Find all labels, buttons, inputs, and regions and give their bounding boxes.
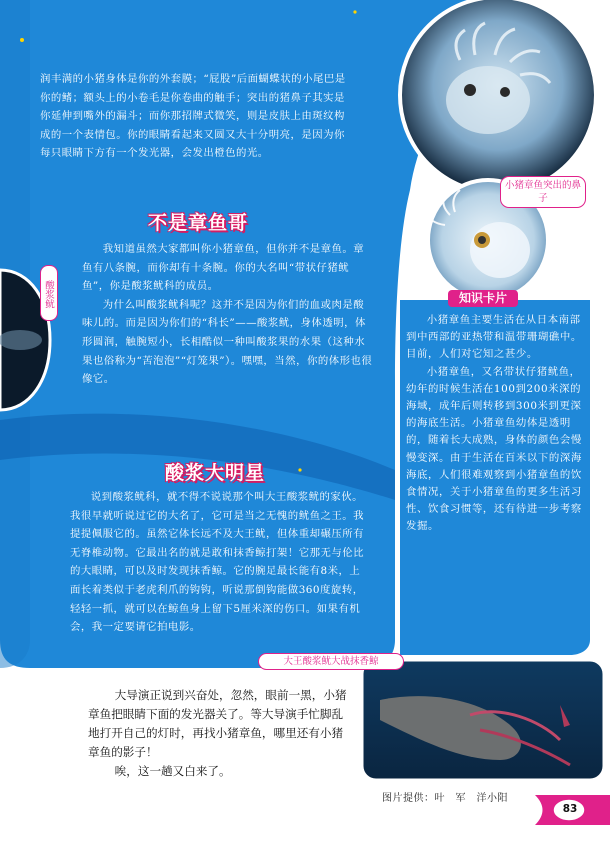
battle-photo-label xyxy=(258,653,404,670)
story-paragraph-1: 大导演正说到兴奋处，忽然，眼前一黑，小猪章鱼把眼睛下面的发光器关了。等大导演手忙脚乱地打开自己的灯时，再找小猪章鱼，哪里还有小猪章鱼的影子！ xyxy=(88,688,347,759)
section2-body xyxy=(70,488,370,637)
section1-paragraph-2: 为什么叫酸浆鱿科呢？这并不是因为你们的血或肉是酸味儿的。而是因为你们的“科长”——酸浆鱿，身体透明，体形圆润，触腕短小，长相酷似一种叫酸浆果的水果（这种水果也俗称为“苦泡泡”“灯笼果”）。嘿嘿，当然，你的体形也很像它。 xyxy=(82,298,373,386)
section2-paragraph: 说到酸浆鱿科，就不得不说说那个叫大王酸浆鱿的家伙。我很早就听说过它的大名了，它可是当之无愧的鱿鱼之王。我提提佩服它的。虽然它体长远不及大王鱿，但体重却碾压所有无脊椎动物。它最出名的就是敢和抹香鲸打架！它那无与伦比的大眼睛，可以及时发现抹香鲸。它的腕足最长能有8米，上面长着类似于老虎利爪的钩钩，听说那倒钩能做360度旋转，轻轻一抓，就可以在鲸鱼身上留下5厘米深的伤口。如果有机会，我一定要请它拍电影。 xyxy=(70,491,365,634)
snout-photo-label-text: 小猪章鱼突出的鼻子 xyxy=(504,180,581,204)
section2-heading: 酸浆大明星 xyxy=(165,462,266,484)
side-label-left xyxy=(40,265,58,321)
section1-body xyxy=(82,240,374,389)
photo-credit: 图片提供：叶 军 洋小阳 xyxy=(382,793,508,804)
intro-text: 润丰满的小猪身体是你的外套膜；“屁股”后面蝴蝶状的小尾巴是你的鳍；额头上的小卷毛是你卷曲的触手；突出的猪鼻子其实是你延伸到嘴外的漏斗；而你那招牌式微笑，则是皮肤上由斑纹构成的一个表情包。你的眼睛看起来又圆又大十分明亮，是因为你每只眼睛下方有一个发光器，会发出橙色的光。 xyxy=(40,73,346,160)
intro-paragraph xyxy=(40,70,355,163)
knowledge-card-paragraph-2: 小猪章鱼，又名带状仔猪鱿鱼，幼年的时候生活在100到200米深的海域，成年后则转移到300米到更深的海底生活。小猪章鱼幼体是透明的，随着长大成熟，身体的颜色会慢慢变深。由于生活在百米以下的深海海底，人们很难观察到小猪章鱼的饮食情况，关于小猪章鱼的更多生活习性、饮食习惯等，还有待进一步考察发掘。 xyxy=(406,365,582,533)
story-block xyxy=(88,686,350,781)
knowledge-card-paragraph-1: 小猪章鱼主要生活在从日本南部到中西部的亚热带和温带珊瑚礁中。目前，人们对它知之甚少。 xyxy=(406,314,582,361)
battle-photo-label-text: 大王酸浆鱿大战抹香鲸 xyxy=(283,656,379,667)
section1-paragraph-1: 我知道虽然大家都叫你小猪章鱼，但你并不是章鱼。章鱼有八条腕，而你却有十条腕。你的大名叫“带状仔猪鱿鱼”，你是酸浆鱿科的成员。 xyxy=(82,243,365,293)
side-label-left-text: 酸浆鱿 xyxy=(43,280,54,309)
section1-heading: 不是章鱼哥 xyxy=(148,212,249,234)
story-paragraph-2: 唉，这一趟又白来了。 xyxy=(114,764,231,778)
page-number: 83 xyxy=(562,803,578,815)
snout-photo-label xyxy=(500,176,586,208)
knowledge-card-body xyxy=(406,312,586,536)
knowledge-card-title: 知识卡片 xyxy=(448,290,518,307)
